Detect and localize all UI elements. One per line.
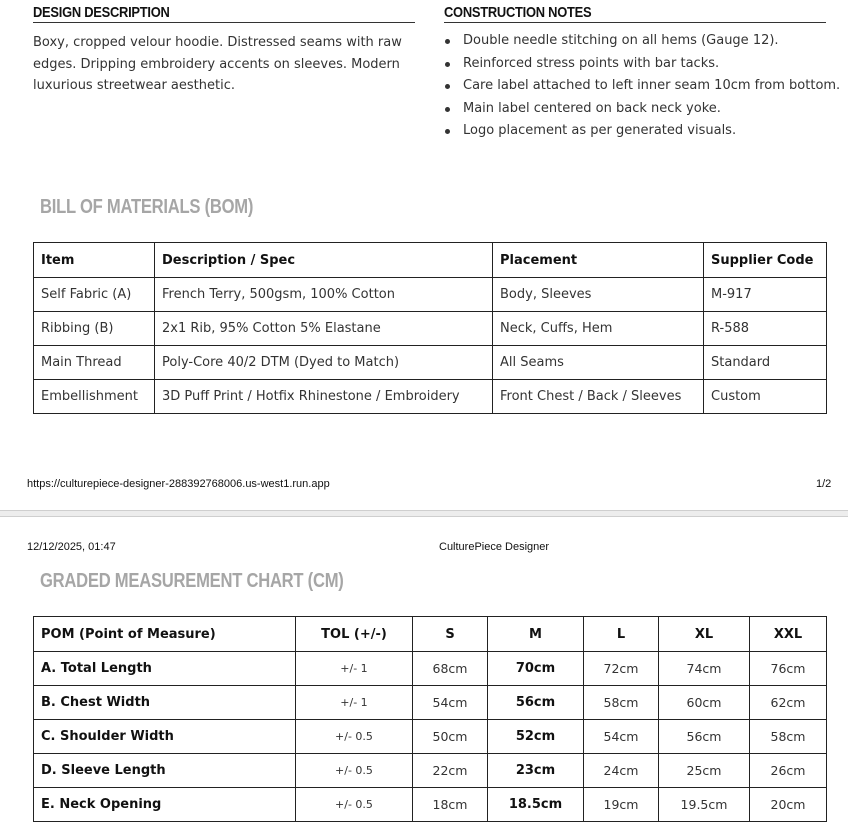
size-cell: 19cm — [584, 788, 659, 822]
table-row — [34, 652, 827, 686]
construction-notes-list — [444, 30, 840, 143]
bom-cell: Front Chest / Back / Sleeves — [493, 380, 704, 414]
table-row — [34, 346, 827, 380]
print-date: 12/12/2025, 01:47 — [27, 541, 116, 553]
header-size-xxl: XXL — [750, 617, 827, 652]
design-description-rule — [33, 22, 415, 23]
tolerance-cell: +/- 1 — [296, 652, 413, 686]
bom-cell: 2x1 Rib, 95% Cotton 5% Elastane — [155, 312, 493, 346]
page-number: 1/2 — [816, 478, 832, 490]
measurement-header-row — [34, 617, 827, 652]
measurement-chart-title: GRADED MEASUREMENT CHART (CM) — [40, 570, 344, 592]
header-size-l: L — [584, 617, 659, 652]
size-cell: 56cm — [659, 720, 750, 754]
bom-header-item: Item — [34, 243, 155, 278]
header-tolerance: TOL (+/-) — [296, 617, 413, 652]
size-cell: 58cm — [750, 720, 827, 754]
construction-notes-rule — [444, 22, 826, 23]
size-cell: 68cm — [413, 652, 488, 686]
size-cell-base: 70cm — [488, 652, 584, 686]
size-cell: 76cm — [750, 652, 827, 686]
pom-label: D. Sleeve Length — [34, 754, 296, 788]
size-cell: 22cm — [413, 754, 488, 788]
size-cell-base: 23cm — [488, 754, 584, 788]
page-footer-url[interactable]: https://culturepiece-designer-288392768006.us-west1.run.app — [27, 478, 330, 490]
table-row — [34, 788, 827, 822]
size-cell: 60cm — [659, 686, 750, 720]
size-cell: 54cm — [413, 686, 488, 720]
bom-header-description: Description / Spec — [155, 243, 493, 278]
pom-label: E. Neck Opening — [34, 788, 296, 822]
size-cell: 20cm — [750, 788, 827, 822]
bom-cell: Self Fabric (A) — [34, 278, 155, 312]
design-description-title: DESIGN DESCRIPTION — [33, 4, 170, 21]
table-row — [34, 278, 827, 312]
size-cell: 74cm — [659, 652, 750, 686]
construction-notes-title: CONSTRUCTION NOTES — [444, 4, 592, 21]
header-size-xl: XL — [659, 617, 750, 652]
bom-cell: R-588 — [704, 312, 827, 346]
bom-header-placement: Placement — [493, 243, 704, 278]
construction-note: Care label attached to left inner seam 10cm from bottom. — [444, 75, 840, 98]
bom-cell: Custom — [704, 380, 827, 414]
bom-cell: M-917 — [704, 278, 827, 312]
size-cell: 72cm — [584, 652, 659, 686]
bom-cell: Poly-Core 40/2 DTM (Dyed to Match) — [155, 346, 493, 380]
measurement-table — [33, 616, 827, 822]
construction-note: Main label centered on back neck yoke. — [444, 98, 840, 121]
bom-header-supplier-code: Supplier Code — [704, 243, 827, 278]
table-row — [34, 720, 827, 754]
bom-cell: Body, Sleeves — [493, 278, 704, 312]
size-cell: 50cm — [413, 720, 488, 754]
tolerance-cell: +/- 0.5 — [296, 788, 413, 822]
size-cell: 19.5cm — [659, 788, 750, 822]
pom-label: C. Shoulder Width — [34, 720, 296, 754]
size-cell: 62cm — [750, 686, 827, 720]
construction-note: Reinforced stress points with bar tacks. — [444, 53, 840, 76]
header-size-m: M — [488, 617, 584, 652]
header-size-s: S — [413, 617, 488, 652]
size-cell: 25cm — [659, 754, 750, 788]
table-row — [34, 312, 827, 346]
bom-cell: French Terry, 500gsm, 100% Cotton — [155, 278, 493, 312]
tolerance-cell: +/- 0.5 — [296, 720, 413, 754]
bom-table — [33, 242, 827, 414]
construction-note: Logo placement as per generated visuals. — [444, 120, 840, 143]
page-break — [0, 510, 848, 517]
pom-label: B. Chest Width — [34, 686, 296, 720]
bom-cell: Standard — [704, 346, 827, 380]
size-cell: 24cm — [584, 754, 659, 788]
size-cell-base: 52cm — [488, 720, 584, 754]
document-title: CulturePiece Designer — [439, 541, 550, 553]
bom-cell: Embellishment — [34, 380, 155, 414]
design-description-text: Boxy, cropped velour hoodie. Distressed seams with raw edges. Dripping embroidery accents on sleeves. Modern luxurious streetwear aesthetic. — [33, 35, 402, 93]
tolerance-cell: +/- 0.5 — [296, 754, 413, 788]
header-pom: POM (Point of Measure) — [34, 617, 296, 652]
size-cell: 26cm — [750, 754, 827, 788]
bom-header-row — [34, 243, 827, 278]
size-cell-base: 56cm — [488, 686, 584, 720]
bom-cell: 3D Puff Print / Hotfix Rhinestone / Embroidery — [155, 380, 493, 414]
table-row — [34, 686, 827, 720]
bom-title: BILL OF MATERIALS (BOM) — [40, 196, 254, 218]
bom-cell: Ribbing (B) — [34, 312, 155, 346]
table-row — [34, 754, 827, 788]
size-cell: 18cm — [413, 788, 488, 822]
construction-note: Double needle stitching on all hems (Gauge 12). — [444, 30, 840, 53]
table-row — [34, 380, 827, 414]
size-cell: 54cm — [584, 720, 659, 754]
tolerance-cell: +/- 1 — [296, 686, 413, 720]
bom-cell: Neck, Cuffs, Hem — [493, 312, 704, 346]
bom-cell: All Seams — [493, 346, 704, 380]
pom-label: A. Total Length — [34, 652, 296, 686]
bom-cell: Main Thread — [34, 346, 155, 380]
size-cell-base: 18.5cm — [488, 788, 584, 822]
size-cell: 58cm — [584, 686, 659, 720]
